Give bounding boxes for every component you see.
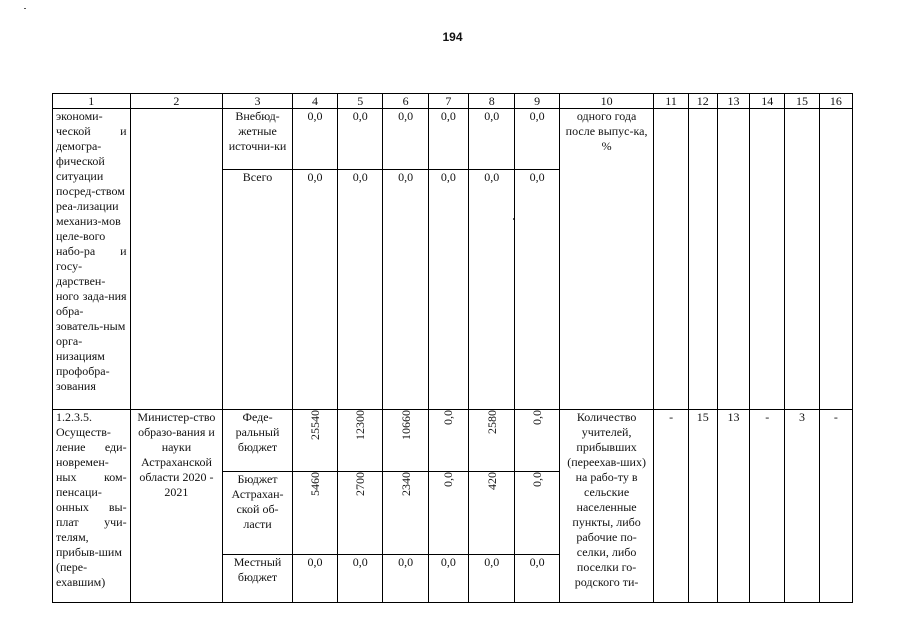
col-header: 2: [130, 94, 223, 109]
amount-cell: 0,0: [428, 109, 468, 170]
column-number-row: [53, 94, 853, 109]
amount-cell: [515, 472, 559, 555]
amount-value: 12300: [353, 410, 368, 440]
indicator-cell: -: [654, 410, 688, 603]
amount-value: 2700: [353, 472, 368, 496]
amount-cell: 0,0: [292, 170, 337, 410]
scan-speck: [24, 8, 26, 9]
col-header: 7: [428, 94, 468, 109]
funding-source: Феде-ральный бюджет: [223, 410, 293, 472]
indicator-description: одного года после выпус-ка, %: [559, 109, 654, 410]
indicator-description: Количество учителей, прибывших (переехав-ших) на рабо-ту в сельские населенные пункты, либо рабочие по-селки, либо поселки го-родского ти-: [559, 410, 654, 603]
amount-cell: 0,0: [383, 555, 428, 603]
amount-value: 2580: [484, 410, 499, 434]
table-row: [53, 109, 853, 170]
amount-cell: [338, 472, 383, 555]
col-header: 5: [338, 94, 383, 109]
amount-cell: [383, 472, 428, 555]
indicator-cell: -: [750, 410, 785, 603]
amount-cell: 0,0: [338, 109, 383, 170]
amount-cell: 0,0: [292, 555, 337, 603]
amount-cell: [515, 410, 559, 472]
executor-cell: [130, 109, 223, 410]
amount-cell: 0,0: [515, 555, 559, 603]
amount-cell: 0,0: [515, 109, 559, 170]
indicator-cell: 15: [688, 410, 717, 603]
funding-source: Внебюд-жетные источни-ки: [223, 109, 293, 170]
amount-cell: 0,0: [428, 555, 468, 603]
indicator-cell: [654, 109, 688, 410]
indicator-cell: [785, 109, 819, 410]
amount-cell: 0,0: [383, 170, 428, 410]
col-header: 14: [750, 94, 785, 109]
amount-cell: [428, 410, 468, 472]
amount-cell: [292, 472, 337, 555]
amount-cell: 0,0: [515, 170, 559, 410]
amount-cell: [428, 472, 468, 555]
indicator-cell: [688, 109, 717, 410]
measure-description: 1.2.3.5. Осуществ-ление еди-новремен-ных ком-пенсаци-онных вы-плат учи-телям, прибыв-шим (пере-ехавшим): [53, 410, 131, 603]
measure-description: экономи-ческой и демогра-фической ситуации посред-ством реа-лизации механиз-мов целе-вого набо-ра и госу-дарствен-ного зада-ния обра-зователь-ным орга-низациям профобра-зования: [53, 109, 131, 410]
col-header: 1: [53, 94, 131, 109]
amount-value: 0,0: [530, 410, 545, 425]
amount-value: 0,0: [441, 410, 456, 425]
table-row: [53, 410, 853, 472]
col-header: 10: [559, 94, 654, 109]
amount-cell: 0,0: [469, 109, 515, 170]
budget-table: [52, 93, 853, 603]
funding-source: Бюджет Астрахан-ской об-ласти: [223, 472, 293, 555]
amount-cell: [469, 472, 515, 555]
amount-cell: [383, 410, 428, 472]
indicator-cell: [717, 109, 749, 410]
indicator-cell: 3: [785, 410, 819, 603]
col-header: 11: [654, 94, 688, 109]
page-number: 194: [442, 30, 463, 44]
amount-value: 0,0: [441, 472, 456, 487]
amount-cell: 0,0: [383, 109, 428, 170]
indicator-cell: 13: [717, 410, 749, 603]
col-header: 9: [515, 94, 559, 109]
amount-value: 5460: [307, 472, 322, 496]
funding-source: Всего: [223, 170, 293, 410]
amount-value: 10660: [398, 410, 413, 440]
col-header: 3: [223, 94, 293, 109]
amount-cell: 0,0: [428, 170, 468, 410]
indicator-cell: [750, 109, 785, 410]
col-header: 16: [819, 94, 852, 109]
amount-value: 420: [484, 472, 499, 490]
amount-cell: 0,0: [469, 555, 515, 603]
amount-value: 0,0: [530, 472, 545, 487]
amount-cell: 0,0: [338, 555, 383, 603]
amount-cell: [292, 410, 337, 472]
amount-cell: [469, 410, 515, 472]
col-header: 13: [717, 94, 749, 109]
amount-cell: 0,0: [469, 170, 515, 410]
col-header: 12: [688, 94, 717, 109]
indicator-cell: -: [819, 410, 852, 603]
amount-cell: [338, 410, 383, 472]
executor-cell: Министер-ство образо-вания и науки Астраханской области 2020 - 2021: [130, 410, 223, 603]
funding-source: Местный бюджет: [223, 555, 293, 603]
amount-value: 2340: [398, 472, 413, 496]
col-header: 8: [469, 94, 515, 109]
col-header: 15: [785, 94, 819, 109]
col-header: 4: [292, 94, 337, 109]
col-header: 6: [383, 94, 428, 109]
indicator-cell: [819, 109, 852, 410]
amount-cell: 0,0: [292, 109, 337, 170]
amount-value: 25540: [307, 410, 322, 440]
amount-cell: 0,0: [338, 170, 383, 410]
